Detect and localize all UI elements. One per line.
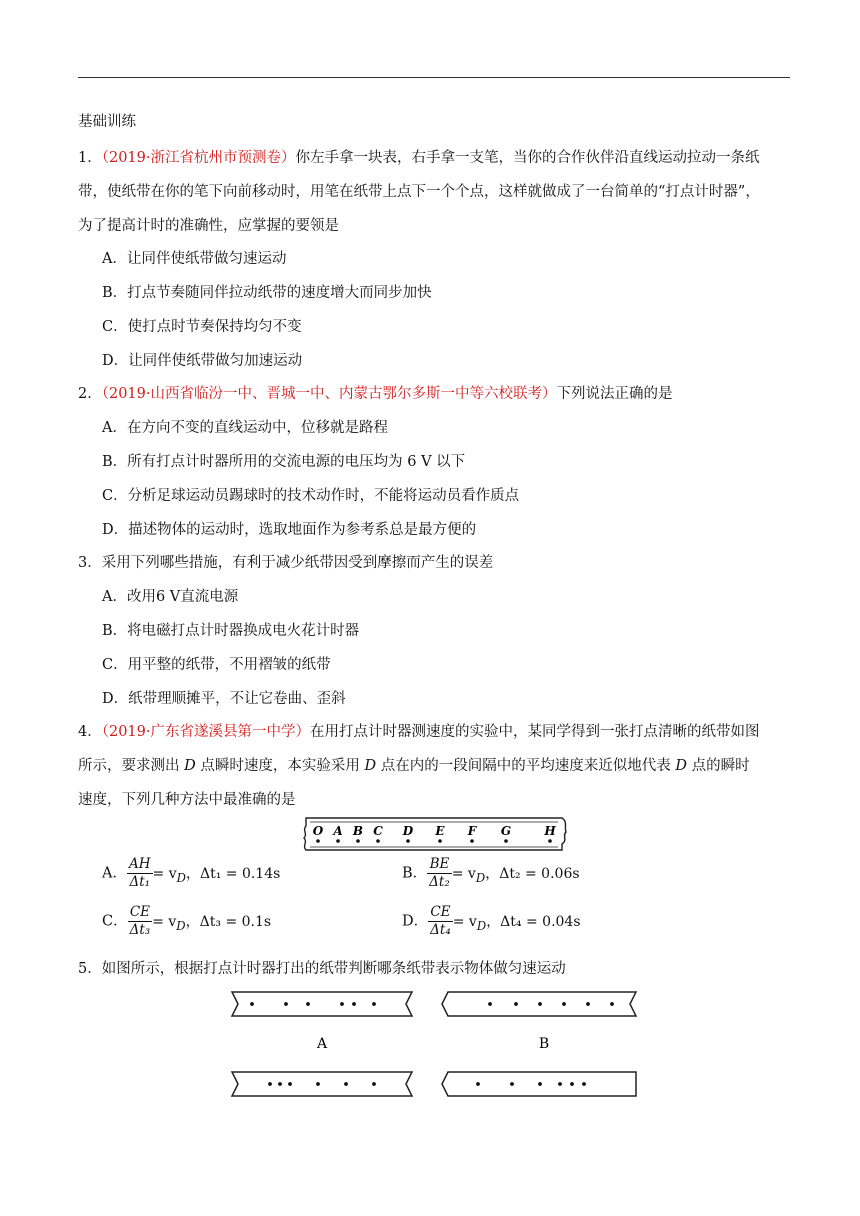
question-3-stem: 3．采用下列哪些措施，有利于减少纸带因受到摩擦而产生的误差 [78, 555, 494, 571]
q1-option-c: C．使打点时节奏保持均匀不变 [102, 319, 302, 335]
section-title: 基础训练 [78, 114, 136, 130]
eq-rest: ，Δt₁ = 0.14s [185, 865, 281, 882]
question-4-line3: 速度，下列几种方法中最准确的是 [78, 792, 296, 808]
fraction-denominator: Δt₄ [430, 922, 451, 938]
question-source: （2019·山西省临汾一中、晋城一中、内蒙古鄂尔多斯一中等六校联考） [101, 386, 557, 402]
tape-dot [476, 1082, 480, 1086]
tape-dot [538, 1082, 542, 1086]
tape-dots [316, 839, 552, 843]
eq-subscript: D [476, 918, 487, 933]
tape-dot [558, 1082, 562, 1086]
tape-dot [344, 1082, 348, 1086]
tape-dot [488, 1002, 492, 1006]
header-rule [78, 77, 790, 78]
tape-dot [438, 839, 442, 843]
tape-dot [510, 1082, 514, 1086]
question-2-stem [78, 382, 673, 403]
q3-option-c: C．用平整的纸带，不用褶皱的纸带 [102, 657, 331, 673]
tape-dot [514, 1002, 518, 1006]
option-letter: A． [102, 865, 127, 882]
fraction [427, 856, 452, 891]
tape-dot [470, 839, 474, 843]
tape-dot [340, 1002, 344, 1006]
tape-dot [372, 1082, 376, 1086]
fraction [428, 904, 453, 939]
q1-option-a: A．让同伴使纸带做匀速运动 [102, 251, 287, 267]
fraction-denominator: Δt₁ [129, 874, 151, 890]
equation [153, 863, 281, 885]
question-1-line3: 为了提高计时的准确性，应掌握的要领是 [78, 218, 339, 234]
text-run: 所示，要求测出 [78, 758, 185, 774]
tape-dot [278, 1082, 282, 1086]
tape-dot [562, 1002, 566, 1006]
tape-dot [316, 1082, 320, 1086]
tape-dot [356, 839, 360, 843]
option-letter: C． [102, 913, 128, 930]
tape-point-label: H [544, 824, 556, 838]
question-source: （2019·浙江省杭州市预测卷） [101, 150, 296, 166]
eq-subscript: D [475, 870, 486, 885]
point-label: D [364, 758, 377, 774]
q1-option-d: D．让同伴使纸带做匀加速运动 [102, 353, 303, 369]
eq-subscript: D [176, 870, 186, 885]
tape-dot [316, 839, 320, 843]
question-number: 2． [78, 386, 102, 402]
question-1-stem [78, 146, 760, 167]
fraction-numerator: BE [427, 856, 452, 874]
option-letter: B． [402, 865, 428, 882]
q1-option-b: B．打点节奏随同伴拉动纸带的速度增大而同步加快 [102, 285, 432, 301]
tape-labels [313, 824, 557, 838]
q3-option-d: D．纸带理顺摊平，不让它卷曲、歪斜 [102, 691, 346, 707]
tape-dot [586, 1002, 590, 1006]
fraction-numerator: CE [428, 904, 453, 922]
ticker-tape-figure [300, 814, 572, 856]
tape-dot [538, 1002, 542, 1006]
tape-dot [288, 1082, 292, 1086]
tape-dot [250, 1002, 254, 1006]
q4-option-d [402, 904, 581, 939]
q2-option-a: A．在方向不变的直线运动中，位移就是路程 [102, 420, 388, 436]
eq-text: = v [451, 865, 476, 882]
tape-c [232, 1072, 412, 1096]
q4-option-c [102, 904, 271, 939]
tape-point-label: F [467, 824, 477, 838]
tape-dot [372, 1002, 376, 1006]
q2-option-c: C．分析足球运动员踢球时的技术动作时，不能将运动员看作质点 [102, 488, 520, 504]
option-letter: D． [402, 913, 429, 930]
tape-label-a: A [316, 1036, 328, 1052]
question-number: 4． [78, 724, 102, 740]
q4-option-a [102, 856, 280, 891]
tape-dot [504, 839, 508, 843]
q5-tapes-figure [222, 988, 642, 1106]
tape-dot [268, 1082, 272, 1086]
tape-a [232, 992, 412, 1016]
q2-option-b: B．所有打点计时器所用的交流电源的电压均为 6 V 以下 [102, 454, 466, 470]
eq-rest: ，Δt₄ = 0.04s [486, 913, 581, 930]
question-source: （2019·广东省遂溪县第一中学） [101, 724, 310, 740]
fraction-denominator: Δt₃ [129, 922, 151, 938]
eq-subscript: D [176, 918, 186, 933]
eq-text: = v [152, 865, 177, 882]
tape-point-label: D [402, 824, 414, 838]
eq-rest: ，Δt₃ = 0.1s [185, 913, 272, 930]
fraction [127, 856, 153, 891]
tape-dot [336, 839, 340, 843]
point-label: D [675, 758, 687, 774]
question-text: 在用打点计时器测速度的实验中，某同学得到一张打点清晰的纸带如图 [310, 724, 760, 740]
equation [452, 863, 580, 885]
q3-option-b: B．将电磁打点计时器换成电火花计时器 [102, 623, 360, 639]
question-4-line2 [78, 754, 750, 775]
text-run: 点的瞬时 [686, 758, 750, 774]
eq-rest: ，Δt₂ = 0.06s [485, 865, 580, 882]
tape-point-label: E [435, 824, 445, 838]
question-text: 下列说法正确的是 [556, 386, 673, 402]
fraction-numerator: AH [128, 856, 151, 872]
question-4-stem [78, 720, 760, 741]
tape-dot [570, 1082, 574, 1086]
tape-dot [610, 1002, 614, 1006]
equation [453, 911, 581, 933]
eq-text: = v [152, 913, 177, 930]
tape-dot [548, 839, 552, 843]
point-label: D [184, 758, 196, 774]
question-5-stem: 5．如图所示，根据打点计时器打出的纸带判断哪条纸带表示物体做匀速运动 [78, 961, 566, 977]
tape-point-label: O [312, 824, 324, 838]
question-1-line2: 带，使纸带在你的笔下向前移动时，用笔在纸带上点下一个个点，这样就做成了一台简单的“打点计时器”， [78, 184, 760, 200]
question-text: 你左手拿一块表，右手拿一支笔，当你的合作伙伴沿直线运动拉动一条纸 [295, 150, 760, 166]
tape-dot [284, 1002, 288, 1006]
q3-option-a: A．改用6 V直流电源 [102, 589, 239, 605]
tape-dot [306, 1002, 310, 1006]
question-number: 1． [78, 150, 102, 166]
tape-point-label: C [373, 824, 383, 838]
tape-dot [582, 1082, 586, 1086]
tape-label-b: B [538, 1036, 550, 1052]
fraction-numerator: CE [128, 904, 153, 922]
tape-dot [406, 839, 410, 843]
tape-point-label: A [333, 824, 343, 838]
text-run: 点在内的一段间隔中的平均速度来近似地代表 [376, 758, 676, 774]
fraction-denominator: Δt₂ [429, 874, 450, 890]
tape-dots [250, 1002, 614, 1086]
eq-text: = v [452, 913, 477, 930]
fraction [128, 904, 153, 939]
q2-option-d: D．描述物体的运动时，选取地面作为参考系总是最方便的 [102, 522, 477, 538]
tape-point-label: B [352, 824, 364, 838]
tape-dot [352, 1002, 356, 1006]
tape-point-label: G [500, 824, 512, 838]
tape-dot [376, 839, 380, 843]
text-run: 点瞬时速度，本实验采用 [195, 758, 365, 774]
equation [152, 911, 271, 933]
q4-option-b [402, 856, 580, 891]
